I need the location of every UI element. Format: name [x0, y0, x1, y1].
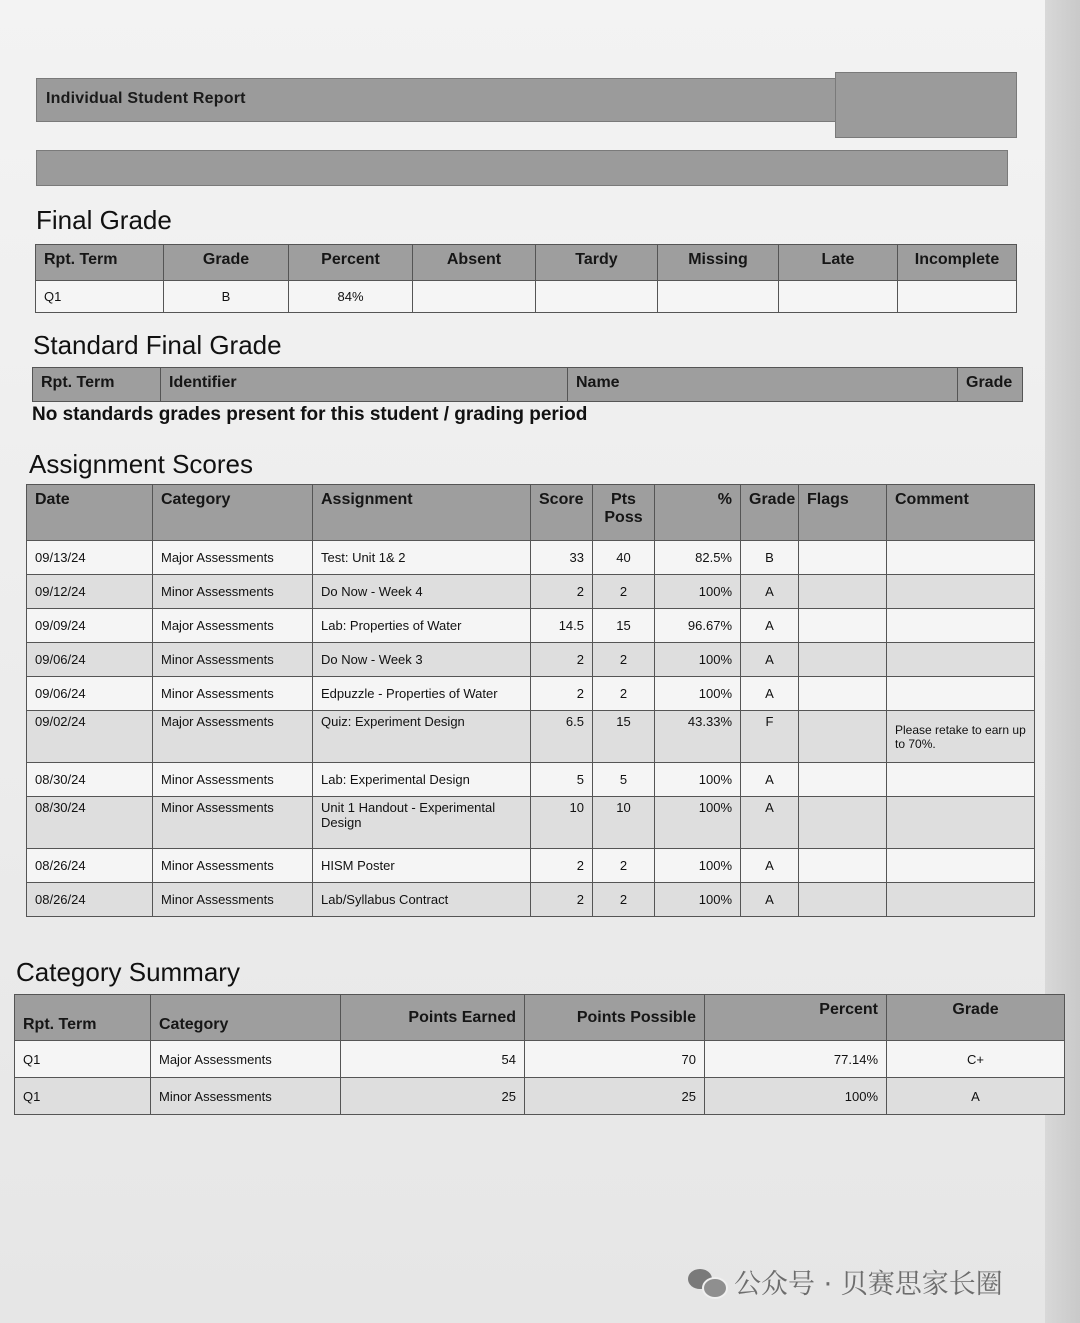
table-row — [27, 797, 1035, 849]
cell-score: 2 — [531, 849, 593, 883]
cell-category: Minor Assessments — [153, 643, 313, 677]
no-standards-message: No standards grades present for this student / grading period — [32, 404, 588, 425]
cell-points-earned: 54 — [341, 1041, 525, 1078]
col-tardy: Tardy — [536, 245, 658, 281]
cell-assignment: Test: Unit 1& 2 — [313, 541, 531, 575]
cell-category: Minor Assessments — [153, 575, 313, 609]
cell-points-possible: 25 — [525, 1078, 705, 1115]
cell-percent: 43.33% — [655, 711, 741, 763]
cell-pts-poss: 10 — [593, 797, 655, 849]
paper-edge — [1045, 0, 1080, 1323]
cell-flags — [799, 575, 887, 609]
cell-missing — [658, 281, 779, 313]
col-name: Name — [568, 368, 958, 402]
col-identifier: Identifier — [161, 368, 568, 402]
cell-term: Q1 — [15, 1078, 151, 1115]
cell-flags — [799, 643, 887, 677]
cell-flags — [799, 541, 887, 575]
cell-pts-poss: 5 — [593, 763, 655, 797]
cell-percent: 96.67% — [655, 609, 741, 643]
cell-grade: A — [741, 643, 799, 677]
cell-term: Q1 — [15, 1041, 151, 1078]
cell-pts-poss: 15 — [593, 711, 655, 763]
cell-pts-poss: 15 — [593, 609, 655, 643]
cell-term: Q1 — [36, 281, 164, 313]
cell-pts-poss: 40 — [593, 541, 655, 575]
table-row — [36, 281, 1017, 313]
table-row — [27, 763, 1035, 797]
table-row — [27, 849, 1035, 883]
cell-date: 09/12/24 — [27, 575, 153, 609]
cell-score: 33 — [531, 541, 593, 575]
assignment-scores-table — [26, 484, 1035, 917]
table-row — [27, 677, 1035, 711]
watermark — [688, 1262, 1003, 1301]
cell-date: 09/09/24 — [27, 609, 153, 643]
cell-comment — [887, 643, 1035, 677]
cell-points-possible: 70 — [525, 1041, 705, 1078]
col-pts-poss: Pts Poss — [593, 485, 655, 541]
assignment-scores-heading: Assignment Scores — [29, 449, 253, 479]
cell-assignment: Do Now - Week 4 — [313, 575, 531, 609]
cell-comment — [887, 797, 1035, 849]
cell-percent: 100% — [655, 643, 741, 677]
cell-score: 14.5 — [531, 609, 593, 643]
cell-score: 6.5 — [531, 711, 593, 763]
cell-flags — [799, 609, 887, 643]
cell-comment — [887, 763, 1035, 797]
cell-comment — [887, 677, 1035, 711]
col-absent: Absent — [413, 245, 536, 281]
cell-score: 2 — [531, 677, 593, 711]
cell-category: Major Assessments — [151, 1041, 341, 1078]
col-category: Category — [151, 995, 341, 1041]
col-score: Score — [531, 485, 593, 541]
cell-grade: A — [741, 677, 799, 711]
cell-percent: 100% — [705, 1078, 887, 1115]
final-grade-heading: Final Grade — [36, 205, 172, 235]
cell-grade: B — [164, 281, 289, 313]
cell-percent: 100% — [655, 677, 741, 711]
cell-tardy — [536, 281, 658, 313]
cell-comment: Please retake to earn up to 70%. — [887, 711, 1035, 763]
col-rpt-term: Rpt. Term — [36, 245, 164, 281]
report-header-block — [835, 72, 1017, 138]
col-percent: % — [655, 485, 741, 541]
cell-grade: B — [741, 541, 799, 575]
cell-date: 09/13/24 — [27, 541, 153, 575]
cell-category: Minor Assessments — [153, 797, 313, 849]
student-info-bar — [36, 150, 1008, 186]
cell-date: 09/06/24 — [27, 677, 153, 711]
cell-assignment: HISM Poster — [313, 849, 531, 883]
cell-category: Minor Assessments — [153, 677, 313, 711]
col-grade: Grade — [164, 245, 289, 281]
cell-percent: 82.5% — [655, 541, 741, 575]
table-row — [27, 609, 1035, 643]
cell-assignment: Do Now - Week 3 — [313, 643, 531, 677]
cell-grade: A — [887, 1078, 1065, 1115]
table-row — [15, 1078, 1065, 1115]
cell-flags — [799, 711, 887, 763]
cell-pts-poss: 2 — [593, 849, 655, 883]
col-rpt-term: Rpt. Term — [33, 368, 161, 402]
col-category: Category — [153, 485, 313, 541]
cell-percent: 100% — [655, 763, 741, 797]
cell-incomplete — [898, 281, 1017, 313]
col-date: Date — [27, 485, 153, 541]
cell-late — [779, 281, 898, 313]
cell-percent: 77.14% — [705, 1041, 887, 1078]
wechat-icon — [688, 1267, 726, 1297]
cell-pts-poss: 2 — [593, 575, 655, 609]
cell-assignment: Unit 1 Handout - Experimental Design — [313, 797, 531, 849]
cell-comment — [887, 883, 1035, 917]
cell-pts-poss: 2 — [593, 643, 655, 677]
cell-assignment: Edpuzzle - Properties of Water — [313, 677, 531, 711]
cell-category: Minor Assessments — [153, 849, 313, 883]
cell-flags — [799, 797, 887, 849]
cell-absent — [413, 281, 536, 313]
cell-grade: A — [741, 763, 799, 797]
cell-date: 08/26/24 — [27, 883, 153, 917]
category-summary-table — [14, 994, 1065, 1115]
cell-date: 08/30/24 — [27, 763, 153, 797]
cell-score: 2 — [531, 883, 593, 917]
cell-flags — [799, 849, 887, 883]
cell-percent: 100% — [655, 849, 741, 883]
cell-comment — [887, 849, 1035, 883]
col-grade: Grade — [958, 368, 1023, 402]
col-points-earned: Points Earned — [341, 995, 525, 1041]
cell-category: Minor Assessments — [153, 883, 313, 917]
col-percent: Percent — [289, 245, 413, 281]
category-summary-heading: Category Summary — [16, 957, 240, 987]
col-grade: Grade — [741, 485, 799, 541]
cell-comment — [887, 609, 1035, 643]
cell-date: 08/26/24 — [27, 849, 153, 883]
cell-score: 10 — [531, 797, 593, 849]
col-points-possible: Points Possible — [525, 995, 705, 1041]
col-flags: Flags — [799, 485, 887, 541]
col-incomplete: Incomplete — [898, 245, 1017, 281]
cell-points-earned: 25 — [341, 1078, 525, 1115]
cell-assignment: Lab: Experimental Design — [313, 763, 531, 797]
col-grade: Grade — [887, 995, 1065, 1041]
cell-pts-poss: 2 — [593, 677, 655, 711]
table-row — [27, 711, 1035, 763]
cell-percent: 100% — [655, 883, 741, 917]
cell-assignment: Lab/Syllabus Contract — [313, 883, 531, 917]
table-row — [27, 643, 1035, 677]
cell-grade: A — [741, 849, 799, 883]
cell-grade: A — [741, 575, 799, 609]
cell-grade: F — [741, 711, 799, 763]
col-assignment: Assignment — [313, 485, 531, 541]
cell-date: 09/02/24 — [27, 711, 153, 763]
cell-date: 08/30/24 — [27, 797, 153, 849]
cell-assignment: Quiz: Experiment Design — [313, 711, 531, 763]
table-row — [27, 541, 1035, 575]
table-row — [27, 575, 1035, 609]
cell-grade: A — [741, 609, 799, 643]
cell-score: 5 — [531, 763, 593, 797]
cell-flags — [799, 677, 887, 711]
cell-assignment: Lab: Properties of Water — [313, 609, 531, 643]
table-row — [27, 883, 1035, 917]
cell-category: Major Assessments — [153, 711, 313, 763]
cell-flags — [799, 763, 887, 797]
cell-percent: 84% — [289, 281, 413, 313]
final-grade-table — [35, 244, 1017, 313]
col-comment: Comment — [887, 485, 1035, 541]
table-row — [15, 1041, 1065, 1078]
cell-category: Major Assessments — [153, 609, 313, 643]
col-rpt-term: Rpt. Term — [15, 995, 151, 1041]
cell-grade: A — [741, 797, 799, 849]
standard-final-grade-heading: Standard Final Grade — [33, 330, 282, 360]
report-title: Individual Student Report — [46, 90, 246, 107]
standard-grade-table — [32, 367, 1023, 402]
cell-comment — [887, 575, 1035, 609]
cell-score: 2 — [531, 575, 593, 609]
cell-grade: A — [741, 883, 799, 917]
cell-comment — [887, 541, 1035, 575]
cell-grade: C+ — [887, 1041, 1065, 1078]
watermark-text: 公众号 · 贝赛思家长圈 — [734, 1269, 1003, 1300]
col-percent: Percent — [705, 995, 887, 1041]
cell-category: Minor Assessments — [151, 1078, 341, 1115]
cell-category: Major Assessments — [153, 541, 313, 575]
cell-percent: 100% — [655, 797, 741, 849]
cell-category: Minor Assessments — [153, 763, 313, 797]
cell-score: 2 — [531, 643, 593, 677]
cell-flags — [799, 883, 887, 917]
cell-percent: 100% — [655, 575, 741, 609]
col-missing: Missing — [658, 245, 779, 281]
cell-date: 09/06/24 — [27, 643, 153, 677]
col-late: Late — [779, 245, 898, 281]
cell-pts-poss: 2 — [593, 883, 655, 917]
